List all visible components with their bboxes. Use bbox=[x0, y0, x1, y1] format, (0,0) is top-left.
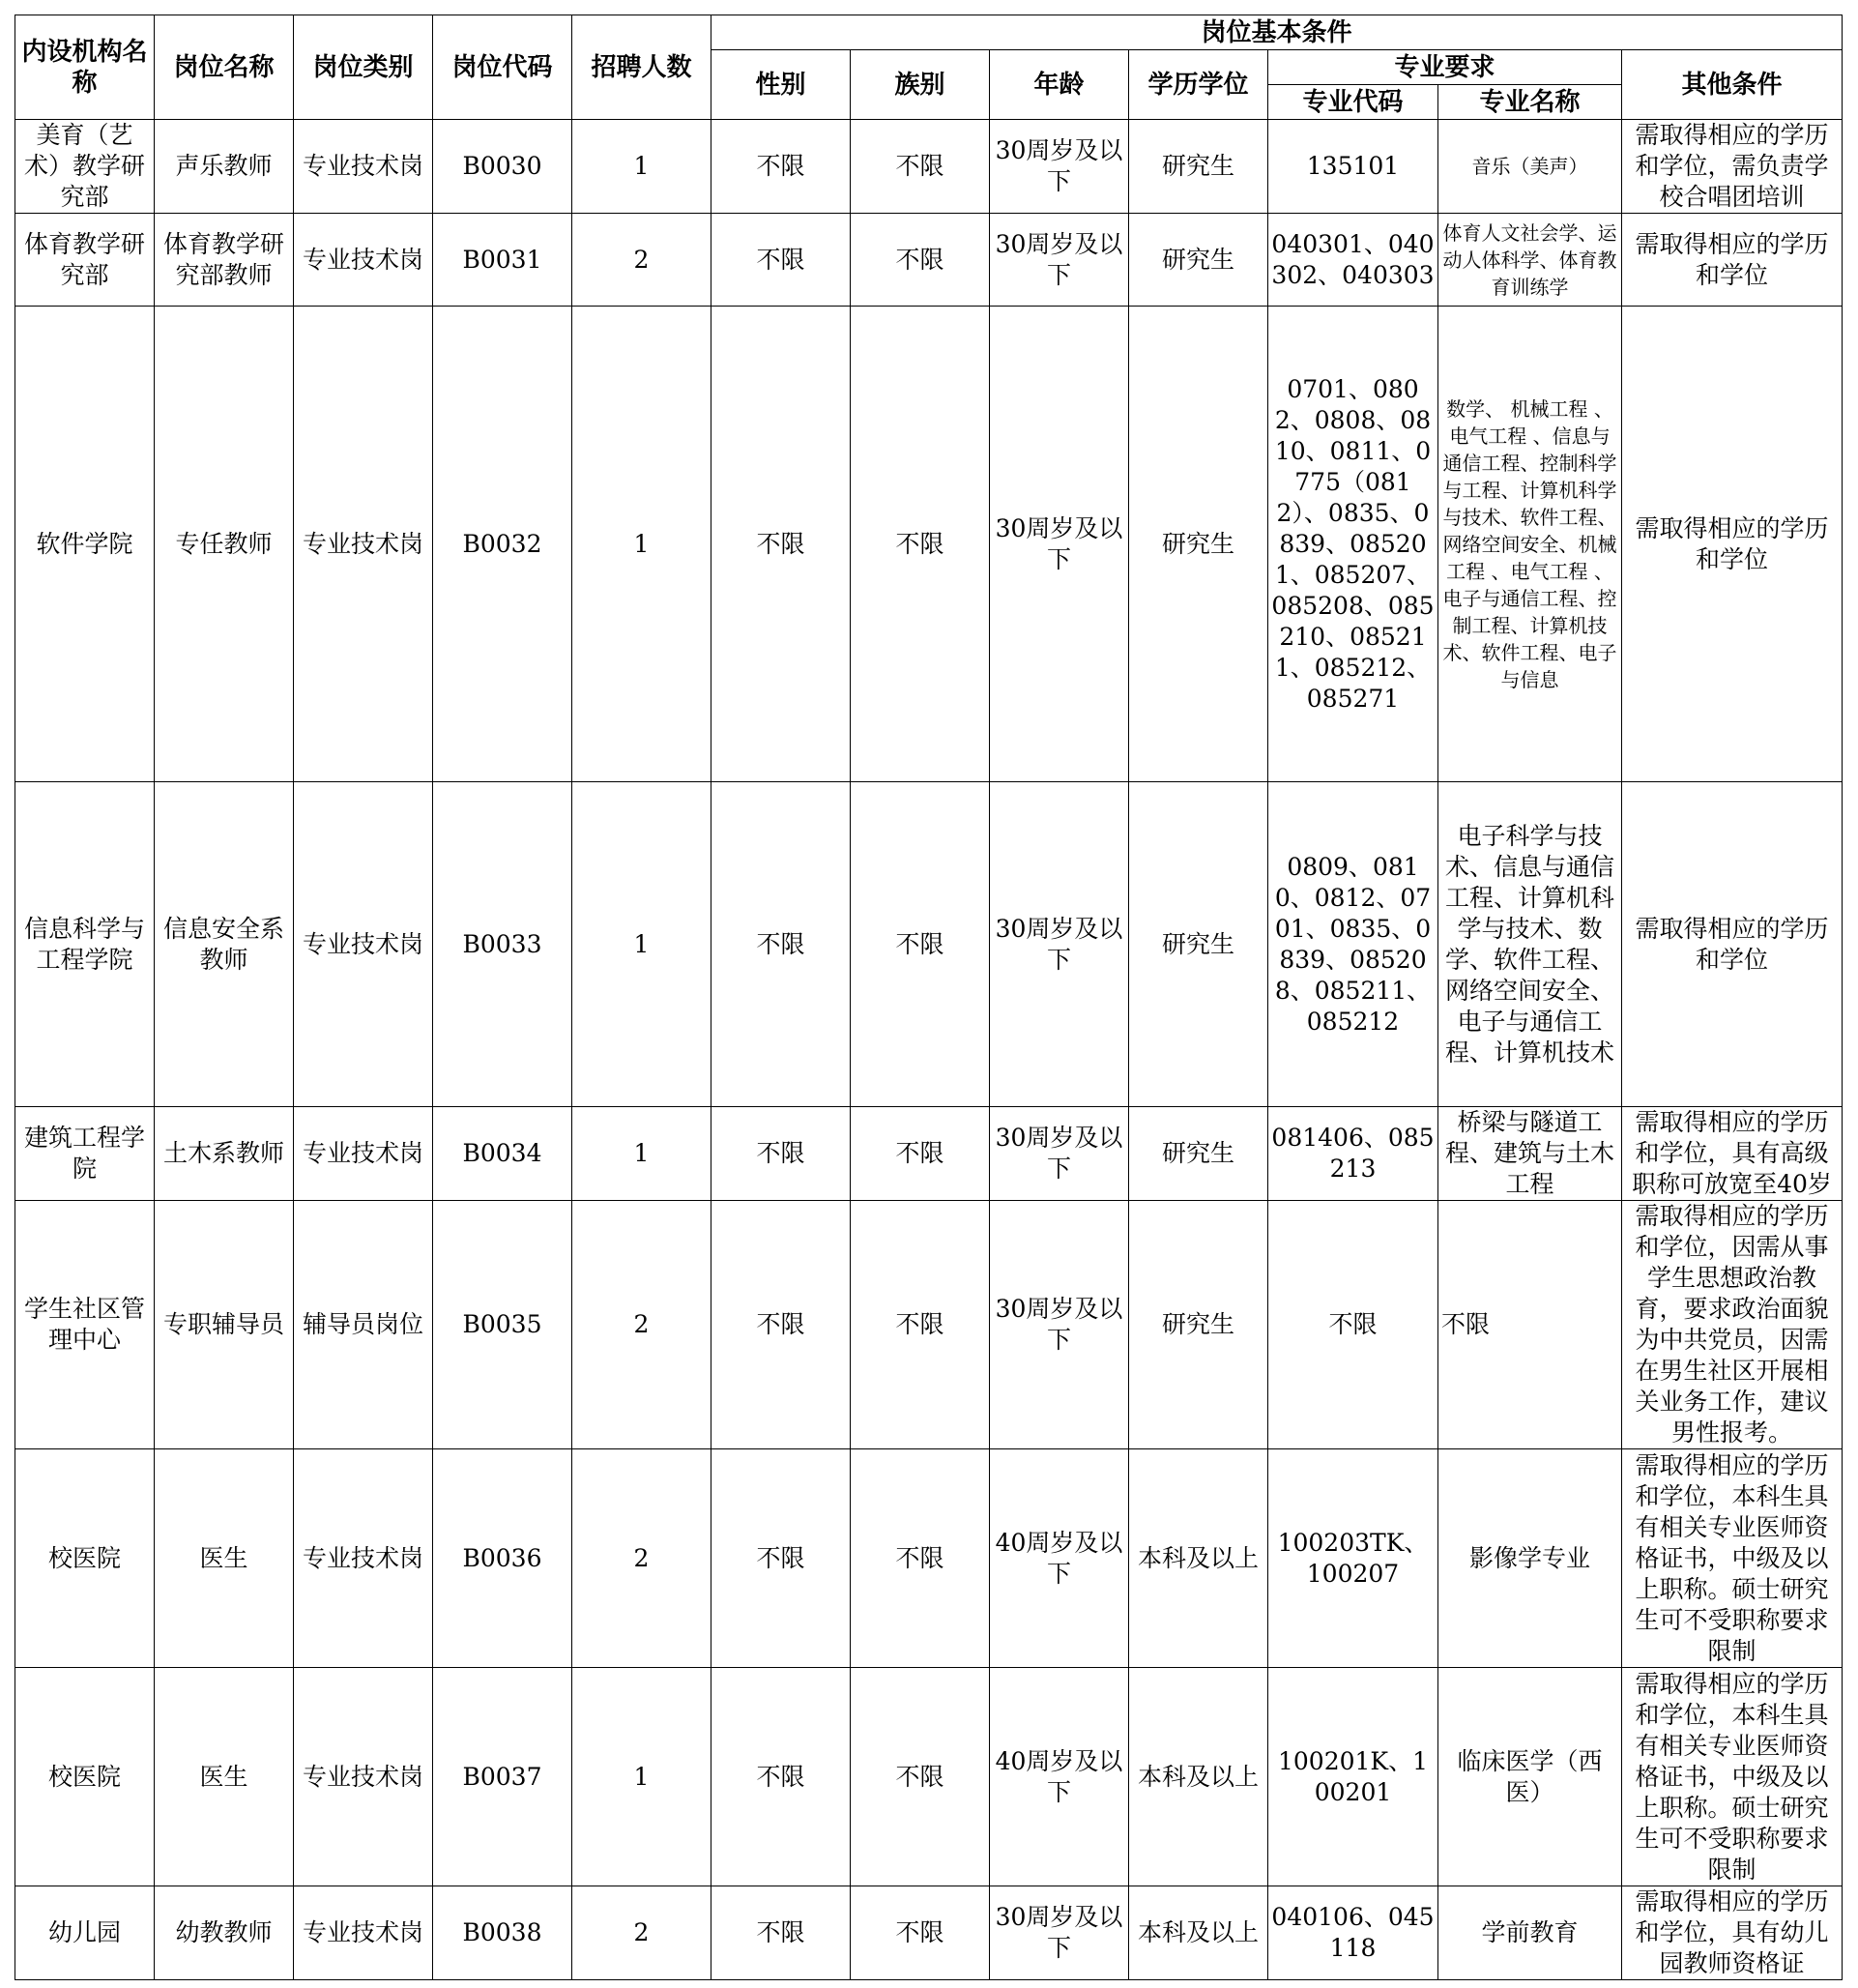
cell-other: 需取得相应的学历和学位 bbox=[1622, 782, 1843, 1107]
cell-type: 专业技术岗 bbox=[294, 1886, 433, 1980]
cell-dept: 软件学院 bbox=[15, 307, 155, 782]
cell-dept: 信息科学与工程学院 bbox=[15, 782, 155, 1107]
header-count: 招聘人数 bbox=[572, 15, 711, 120]
recruitment-table bbox=[15, 15, 1843, 1980]
cell-age: 30周岁及以下 bbox=[990, 1107, 1129, 1201]
cell-count: 2 bbox=[572, 1201, 711, 1449]
cell-major-code: 040106、045118 bbox=[1268, 1886, 1438, 1980]
header-basic-conditions: 岗位基本条件 bbox=[711, 15, 1843, 50]
cell-other: 需取得相应的学历和学位，本科生具有相关专业医师资格证书，中级及以上职称。硕士研究生可不受职称要求限制 bbox=[1622, 1668, 1843, 1886]
cell-post: 医生 bbox=[155, 1668, 294, 1886]
cell-age: 30周岁及以下 bbox=[990, 782, 1129, 1107]
cell-type: 专业技术岗 bbox=[294, 120, 433, 214]
header-dept: 内设机构名称 bbox=[15, 15, 155, 120]
cell-major-code: 0809、0810、0812、0701、0835、0839、085208、085211、085212 bbox=[1268, 782, 1438, 1107]
cell-post: 土木系教师 bbox=[155, 1107, 294, 1201]
cell-age: 40周岁及以下 bbox=[990, 1668, 1129, 1886]
cell-code: B0033 bbox=[433, 782, 572, 1107]
header-post-code: 岗位代码 bbox=[433, 15, 572, 120]
cell-other: 需取得相应的学历和学位，因需从事学生思想政治教育，要求政治面貌为中共党员，因需在男生社区开展相关业务工作，建议男性报考。 bbox=[1622, 1201, 1843, 1449]
cell-ethnicity: 不限 bbox=[851, 120, 990, 214]
table-row bbox=[15, 120, 1843, 214]
cell-major-code: 100201K、100201 bbox=[1268, 1668, 1438, 1886]
cell-gender: 不限 bbox=[711, 1886, 851, 1980]
cell-dept: 美育（艺术）教学研究部 bbox=[15, 120, 155, 214]
header-major-requirements: 专业要求 bbox=[1268, 50, 1622, 85]
cell-code: B0031 bbox=[433, 214, 572, 307]
cell-count: 1 bbox=[572, 1107, 711, 1201]
cell-edu: 研究生 bbox=[1129, 307, 1268, 782]
cell-major-name: 数学、 机械工程 、电气工程 、信息与通信工程、控制科学与工程、计算机科学与技术、软件工程、网络空间安全、机械工程 、电气工程 、电子与通信工程、控制工程、计算机技术、软件工程、电子与信息 bbox=[1438, 307, 1622, 782]
cell-other: 需取得相应的学历和学位 bbox=[1622, 214, 1843, 307]
cell-type: 专业技术岗 bbox=[294, 307, 433, 782]
cell-code: B0037 bbox=[433, 1668, 572, 1886]
cell-major-name: 学前教育 bbox=[1438, 1886, 1622, 1980]
cell-age: 30周岁及以下 bbox=[990, 1886, 1129, 1980]
cell-age: 30周岁及以下 bbox=[990, 1201, 1129, 1449]
cell-other: 需取得相应的学历和学位，需负责学校合唱团培训 bbox=[1622, 120, 1843, 214]
cell-post: 体育教学研究部教师 bbox=[155, 214, 294, 307]
cell-dept: 学生社区管理中心 bbox=[15, 1201, 155, 1449]
cell-edu: 研究生 bbox=[1129, 1201, 1268, 1449]
cell-code: B0034 bbox=[433, 1107, 572, 1201]
cell-gender: 不限 bbox=[711, 1107, 851, 1201]
header-post-type: 岗位类别 bbox=[294, 15, 433, 120]
cell-type: 专业技术岗 bbox=[294, 1449, 433, 1668]
cell-major-code: 040301、040302、040303 bbox=[1268, 214, 1438, 307]
cell-major-name: 电子科学与技术、信息与通信工程、计算机科学与技术、数学、软件工程、网络空间安全、电子与通信工程、计算机技术 bbox=[1438, 782, 1622, 1107]
cell-gender: 不限 bbox=[711, 1449, 851, 1668]
cell-age: 30周岁及以下 bbox=[990, 214, 1129, 307]
cell-major-code: 0701、0802、0808、0810、0811、0775（0812）、0835、0839、085201、085207、085208、085210、085211、085212、085271 bbox=[1268, 307, 1438, 782]
cell-ethnicity: 不限 bbox=[851, 782, 990, 1107]
cell-dept: 建筑工程学院 bbox=[15, 1107, 155, 1201]
cell-type: 专业技术岗 bbox=[294, 782, 433, 1107]
cell-major-code: 081406、085213 bbox=[1268, 1107, 1438, 1201]
header-other: 其他条件 bbox=[1622, 50, 1843, 120]
cell-age: 30周岁及以下 bbox=[990, 120, 1129, 214]
cell-type: 专业技术岗 bbox=[294, 1668, 433, 1886]
cell-edu: 本科及以上 bbox=[1129, 1886, 1268, 1980]
cell-code: B0036 bbox=[433, 1449, 572, 1668]
cell-gender: 不限 bbox=[711, 1668, 851, 1886]
cell-ethnicity: 不限 bbox=[851, 307, 990, 782]
cell-ethnicity: 不限 bbox=[851, 214, 990, 307]
cell-type: 专业技术岗 bbox=[294, 214, 433, 307]
table-row bbox=[15, 1107, 1843, 1201]
cell-count: 1 bbox=[572, 782, 711, 1107]
cell-dept: 校医院 bbox=[15, 1668, 155, 1886]
table-row bbox=[15, 782, 1843, 1107]
cell-ethnicity: 不限 bbox=[851, 1449, 990, 1668]
cell-other: 需取得相应的学历和学位，本科生具有相关专业医师资格证书，中级及以上职称。硕士研究生可不受职称要求限制 bbox=[1622, 1449, 1843, 1668]
cell-major-name: 音乐（美声） bbox=[1438, 120, 1622, 214]
cell-count: 1 bbox=[572, 1668, 711, 1886]
cell-dept: 幼儿园 bbox=[15, 1886, 155, 1980]
cell-ethnicity: 不限 bbox=[851, 1668, 990, 1886]
cell-gender: 不限 bbox=[711, 120, 851, 214]
cell-other: 需取得相应的学历和学位，具有幼儿园教师资格证 bbox=[1622, 1886, 1843, 1980]
header-ethnicity: 族别 bbox=[851, 50, 990, 120]
cell-edu: 研究生 bbox=[1129, 214, 1268, 307]
cell-major-name: 不限 bbox=[1438, 1201, 1622, 1449]
cell-edu: 研究生 bbox=[1129, 782, 1268, 1107]
cell-post: 专任教师 bbox=[155, 307, 294, 782]
recruitment-table-sheet bbox=[15, 15, 1843, 1980]
cell-post: 幼教教师 bbox=[155, 1886, 294, 1980]
cell-type: 辅导员岗位 bbox=[294, 1201, 433, 1449]
cell-count: 2 bbox=[572, 1886, 711, 1980]
cell-major-code: 100203TK、100207 bbox=[1268, 1449, 1438, 1668]
cell-ethnicity: 不限 bbox=[851, 1886, 990, 1980]
cell-edu: 研究生 bbox=[1129, 1107, 1268, 1201]
cell-count: 1 bbox=[572, 307, 711, 782]
cell-count: 1 bbox=[572, 120, 711, 214]
cell-major-code: 不限 bbox=[1268, 1201, 1438, 1449]
cell-gender: 不限 bbox=[711, 214, 851, 307]
cell-gender: 不限 bbox=[711, 307, 851, 782]
cell-post: 专职辅导员 bbox=[155, 1201, 294, 1449]
cell-type: 专业技术岗 bbox=[294, 1107, 433, 1201]
header-age: 年龄 bbox=[990, 50, 1129, 120]
header-gender: 性别 bbox=[711, 50, 851, 120]
cell-code: B0035 bbox=[433, 1201, 572, 1449]
cell-age: 40周岁及以下 bbox=[990, 1449, 1129, 1668]
table-row bbox=[15, 1201, 1843, 1449]
cell-major-name: 影像学专业 bbox=[1438, 1449, 1622, 1668]
cell-age: 30周岁及以下 bbox=[990, 307, 1129, 782]
cell-major-name: 临床医学（西医） bbox=[1438, 1668, 1622, 1886]
header-post-name: 岗位名称 bbox=[155, 15, 294, 120]
cell-edu: 本科及以上 bbox=[1129, 1668, 1268, 1886]
cell-ethnicity: 不限 bbox=[851, 1107, 990, 1201]
cell-dept: 校医院 bbox=[15, 1449, 155, 1668]
cell-major-name: 桥梁与隧道工程、建筑与土木工程 bbox=[1438, 1107, 1622, 1201]
header-major-name: 专业名称 bbox=[1438, 85, 1622, 120]
table-row bbox=[15, 1449, 1843, 1668]
cell-code: B0038 bbox=[433, 1886, 572, 1980]
cell-ethnicity: 不限 bbox=[851, 1201, 990, 1449]
header-major-code: 专业代码 bbox=[1268, 85, 1438, 120]
cell-code: B0032 bbox=[433, 307, 572, 782]
cell-gender: 不限 bbox=[711, 782, 851, 1107]
cell-post: 声乐教师 bbox=[155, 120, 294, 214]
cell-other: 需取得相应的学历和学位 bbox=[1622, 307, 1843, 782]
cell-major-name: 体育人文社会学、运动人体科学、体育教育训练学 bbox=[1438, 214, 1622, 307]
cell-edu: 本科及以上 bbox=[1129, 1449, 1268, 1668]
cell-count: 2 bbox=[572, 1449, 711, 1668]
table-row bbox=[15, 1668, 1843, 1886]
cell-dept: 体育教学研究部 bbox=[15, 214, 155, 307]
table-row bbox=[15, 307, 1843, 782]
table-row bbox=[15, 1886, 1843, 1980]
cell-count: 2 bbox=[572, 214, 711, 307]
cell-gender: 不限 bbox=[711, 1201, 851, 1449]
cell-post: 医生 bbox=[155, 1449, 294, 1668]
table-row bbox=[15, 214, 1843, 307]
cell-edu: 研究生 bbox=[1129, 120, 1268, 214]
cell-other: 需取得相应的学历和学位，具有高级职称可放宽至40岁 bbox=[1622, 1107, 1843, 1201]
cell-major-code: 135101 bbox=[1268, 120, 1438, 214]
header-education: 学历学位 bbox=[1129, 50, 1268, 120]
cell-post: 信息安全系教师 bbox=[155, 782, 294, 1107]
cell-code: B0030 bbox=[433, 120, 572, 214]
